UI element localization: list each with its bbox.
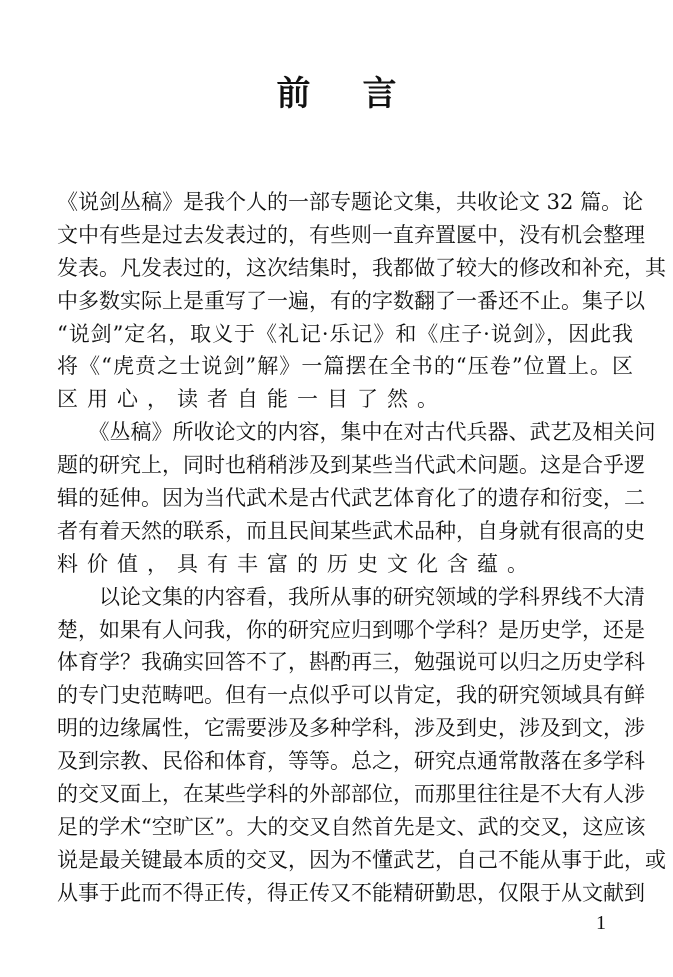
text-line: 《丛稿》所收论文的内容，集中在对古代兵器、武艺及相关问 (57, 420, 656, 445)
text-line: 的交叉面上，在某些学科的外部部位，而那里往往是不大有人涉 (57, 782, 645, 807)
page-title (0, 66, 673, 115)
page-number: 1 (596, 912, 606, 934)
text-line: 从事于此而不得正传，得正传又不能精研勤思，仅限于从文献到 (57, 880, 645, 905)
text-line: 文中有些是过去发表过的，有些则一直弃置匽中，没有机会整理 (57, 222, 645, 247)
text-line: 及到宗教、民俗和体育，等等。总之，研究点通常散落在多学科 (57, 749, 645, 774)
text-line: 料价值，具有丰富的历史文化含蕴。 (57, 551, 537, 576)
text-line: 者有着天然的联系，而且民间某些武术品种，自身就有很高的史 (57, 518, 645, 543)
text-line: 发表。凡发表过的，这次结集时，我都做了较大的修改和补充，其 (57, 255, 666, 280)
text-line: 足的学术“空旷区”。大的交叉自然首先是文、武的交叉，这应该 (57, 814, 646, 839)
text-line: 以论文集的内容看，我所从事的研究领域的学科界线不大清 (57, 584, 645, 609)
text-line: 体育学？我确实回答不了，斟酌再三，勉强说可以归之历史学科 (57, 650, 645, 675)
text-line: 将《“虎贲之士说剑”解》一篇摆在全书的“压卷”位置上。区 (57, 354, 633, 379)
text-line: 区用心，读者自能一目了然。 (57, 387, 447, 412)
text-line: 中多数实际上是重写了一遍，有的字数翻了一番还不止。集子以 (57, 288, 645, 313)
text-line: 辑的延伸。因为当代武术是古代武艺体育化了的遗存和衍变，二 (57, 486, 645, 511)
text-line: “说剑”定名，取义于《礼记·乐记》和《庄子·说剑》，因此我 (57, 321, 633, 346)
text-line: 明的边缘属性，它需要涉及多种学科，涉及到史，涉及到文，涉 (57, 716, 645, 741)
preface-body (57, 186, 666, 910)
text-line: 《说剑丛稿》是我个人的一部专题论文集，共收论文 32 篇。论 (57, 190, 644, 214)
title-char: 言 (362, 74, 397, 114)
text-line: 的专门史范畴吧。但有一点似乎可以肯定，我的研究领域具有鲜 (57, 683, 645, 708)
text-line: 楚，如果有人问我，你的研究应归到哪个学科？是历史学，还是 (57, 617, 645, 642)
text-line: 说是最关键最本质的交叉，因为不懂武艺，自己不能从事于此，或 (57, 847, 666, 872)
text-line: 题的研究上，同时也稍稍涉及到某些当代武术问题。这是合乎逻 (57, 453, 645, 478)
title-char: 前 (276, 74, 311, 114)
